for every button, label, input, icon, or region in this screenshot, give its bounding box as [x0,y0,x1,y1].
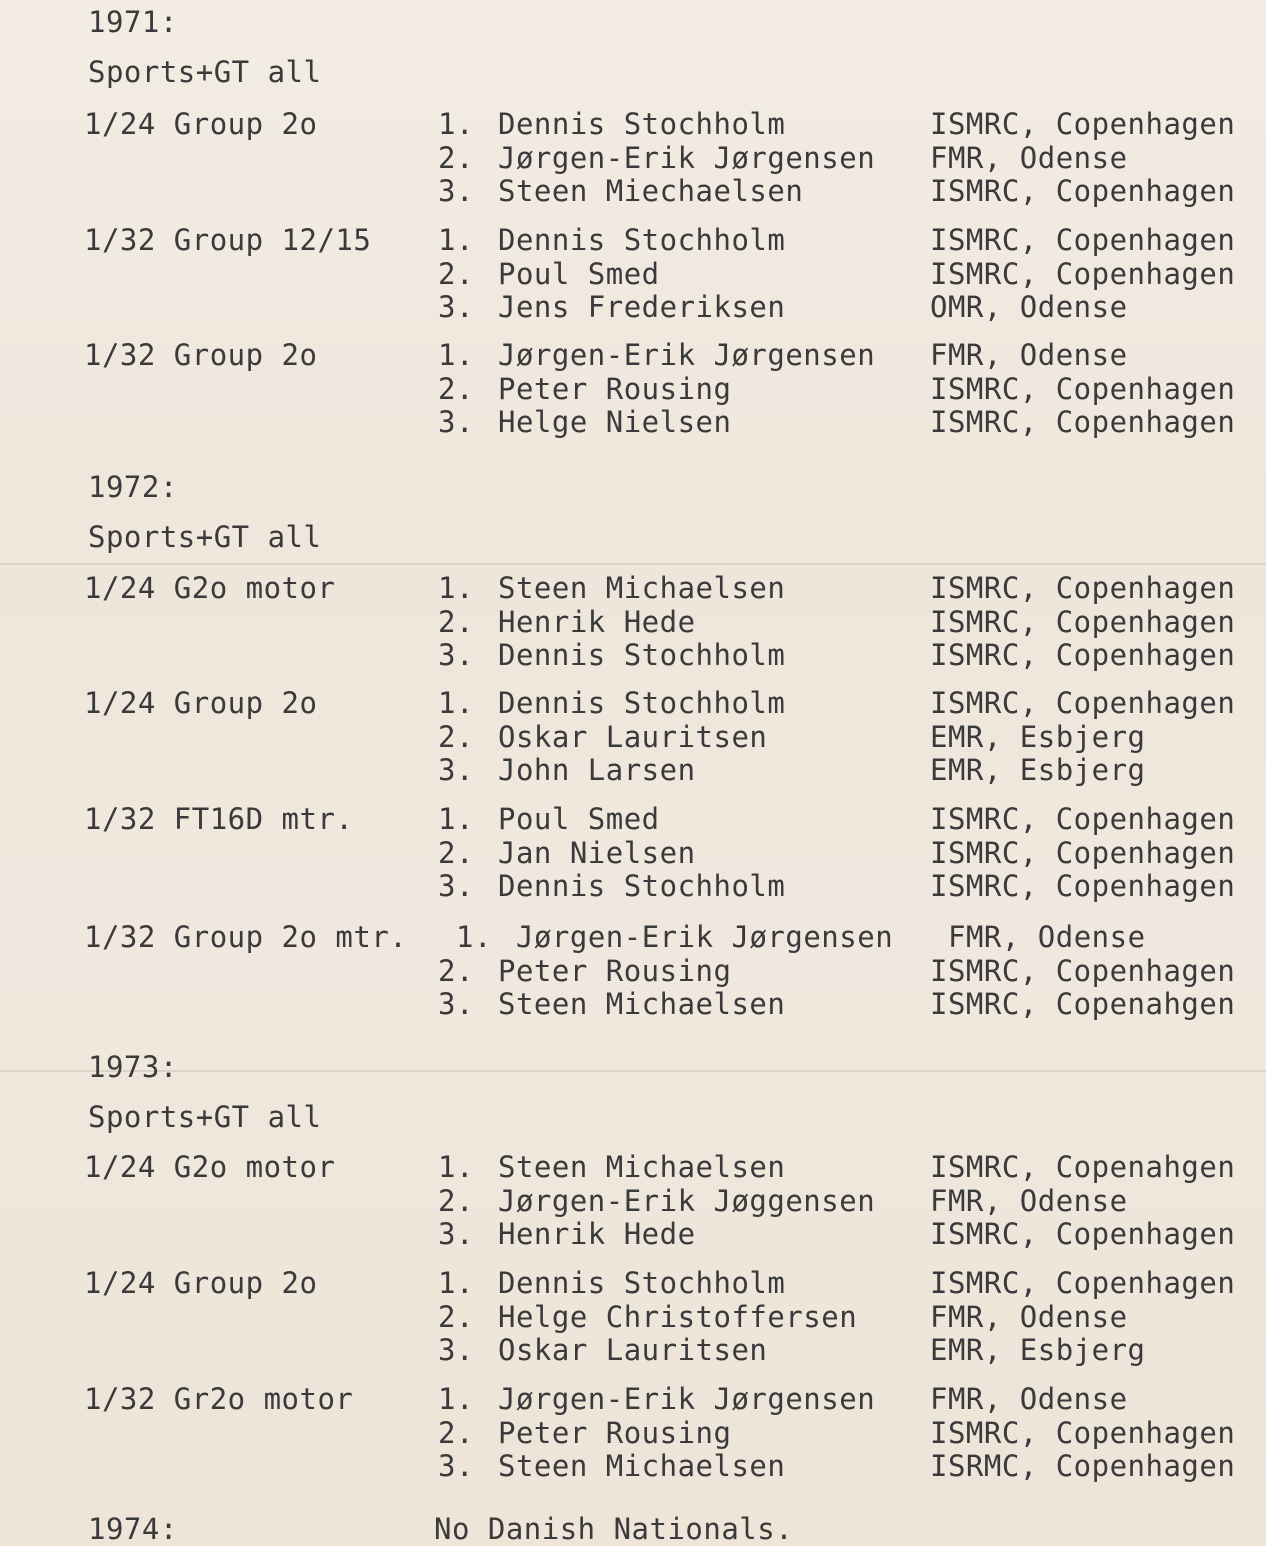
result-place: 1. [438,1266,474,1300]
result-place: 3. [438,638,474,672]
result-club: ISMRC, Copenhagen [930,107,1236,141]
result-club: ISMRC, Copenahgen [930,987,1236,1021]
class-name: 1/32 Group 2o mtr. [84,920,408,954]
result-club: ISMRC, Copenhagen [930,405,1236,439]
result-driver: Henrik Hede [498,1217,696,1251]
result-club: ISMRC, Copenhagen [930,638,1236,672]
season-year: 1974: [88,1512,178,1546]
result-driver: Jørgen-Erik Jørgensen [498,338,876,372]
result-driver: Jørgen-Erik Jørgensen [516,920,894,954]
result-club: ISMRC, Copenhagen [930,1217,1236,1251]
result-club: ISMRC, Copenhagen [930,174,1236,208]
season-note: Sports+GT all [88,55,322,89]
result-place: 1. [438,1150,474,1184]
result-club: FMR, Odense [930,1183,1128,1218]
result-place: 3. [438,290,474,324]
result-place: 2. [438,835,474,870]
result-driver: Steen Michaelsen [498,1449,786,1483]
result-place: 2. [438,140,474,175]
result-driver: Dennis Stochholm [498,223,786,257]
result-club: ISMRC, Copenahgen [930,1150,1236,1184]
result-club: EMR, Esbjerg [930,1333,1146,1367]
result-club: ISMRC, Copenhagen [930,1266,1236,1300]
result-club: EMR, Esbjerg [930,719,1146,754]
result-place: 1. [438,338,474,372]
result-place: 3. [438,1333,474,1367]
season-year: 1971: [88,5,178,39]
result-driver: Steen Michaelsen [498,987,786,1021]
result-place: 3. [438,174,474,208]
result-place: 1. [438,223,474,257]
result-place: 1. [438,107,474,141]
season-year: 1973: [88,1050,178,1084]
result-club: ISMRC, Copenhagen [930,1415,1236,1450]
result-driver: Helge Nielsen [498,405,732,439]
result-club: FMR, Odense [930,1299,1128,1334]
class-name: 1/24 Group 2o [84,686,318,720]
result-driver: Dennis Stochholm [498,638,786,672]
paper-fold-line [0,1070,1266,1072]
result-driver: Oskar Lauritsen [498,719,768,754]
result-driver: Peter Rousing [498,953,732,988]
result-place: 2. [438,719,474,754]
result-driver: Dennis Stochholm [498,686,786,720]
result-club: ISMRC, Copenhagen [930,223,1236,257]
result-place: 2. [438,256,474,291]
result-place: 3. [438,1449,474,1483]
class-name: 1/24 Group 2o [84,107,318,141]
result-place: 3. [438,405,474,439]
result-place: 2. [438,1415,474,1450]
result-place: 2. [438,1299,474,1334]
result-club: ISMRC, Copenhagen [930,869,1236,903]
result-club: ISMRC, Copenhagen [930,571,1236,605]
result-driver: Jørgen-Erik Jørgensen [498,140,876,175]
class-name: 1/32 FT16D mtr. [84,802,354,836]
result-club: OMR, Odense [930,290,1128,324]
result-place: 2. [438,371,474,406]
result-place: 3. [438,753,474,787]
result-club: FMR, Odense [930,140,1128,175]
class-name: 1/32 Gr2o motor [84,1382,354,1416]
result-place: 3. [438,869,474,903]
result-driver: Jens Frederiksen [498,290,786,324]
result-driver: Henrik Hede [498,604,696,639]
result-club: EMR, Esbjerg [930,753,1146,787]
result-place: 1. [438,686,474,720]
result-club: ISRMC, Copenhagen [930,1449,1236,1483]
result-club: FMR, Odense [930,338,1128,372]
season-note: Sports+GT all [88,520,322,554]
result-driver: Poul Smed [498,802,660,836]
result-driver: Steen Miechaelsen [498,174,804,208]
class-name: 1/32 Group 2o [84,338,318,372]
result-driver: Dennis Stochholm [498,869,786,903]
season-note: Sports+GT all [88,1100,322,1134]
result-driver: Poul Smed [498,256,660,291]
class-name: 1/24 G2o motor [84,1150,336,1184]
result-driver: Oskar Lauritsen [498,1333,768,1367]
result-club: ISMRC, Copenhagen [930,256,1236,291]
paper-fold-line [0,563,1266,565]
result-place: 1. [456,920,492,954]
result-place: 2. [438,604,474,639]
result-driver: Peter Rousing [498,1415,732,1450]
result-club: ISMRC, Copenhagen [930,371,1236,406]
result-driver: Dennis Stochholm [498,1266,786,1300]
result-place: 1. [438,802,474,836]
result-driver: Jørgen-Erik Jøggensen [498,1183,876,1218]
result-club: ISMRC, Copenhagen [930,835,1236,870]
result-driver: Helge Christoffersen [498,1299,858,1334]
result-club: FMR, Odense [930,1382,1128,1416]
result-driver: Jørgen-Erik Jørgensen [498,1382,876,1416]
result-club: FMR, Odense [948,920,1146,954]
season-year: 1972: [88,470,178,504]
result-club: ISMRC, Copenhagen [930,686,1236,720]
result-driver: Steen Michaelsen [498,571,786,605]
result-driver: Steen Michaelsen [498,1150,786,1184]
no-nationals-note: No Danish Nationals. [434,1512,794,1546]
class-name: 1/32 Group 12/15 [84,223,372,257]
result-place: 3. [438,1217,474,1251]
result-club: ISMRC, Copenhagen [930,802,1236,836]
result-place: 2. [438,953,474,988]
result-driver: Dennis Stochholm [498,107,786,141]
result-driver: Peter Rousing [498,371,732,406]
result-club: ISMRC, Copenhagen [930,604,1236,639]
result-driver: John Larsen [498,753,696,787]
result-place: 3. [438,987,474,1021]
class-name: 1/24 G2o motor [84,571,336,605]
class-name: 1/24 Group 2o [84,1266,318,1300]
result-driver: Jan Nielsen [498,835,696,870]
result-place: 1. [438,571,474,605]
result-place: 2. [438,1183,474,1218]
result-place: 1. [438,1382,474,1416]
result-club: ISMRC, Copenhagen [930,953,1236,988]
